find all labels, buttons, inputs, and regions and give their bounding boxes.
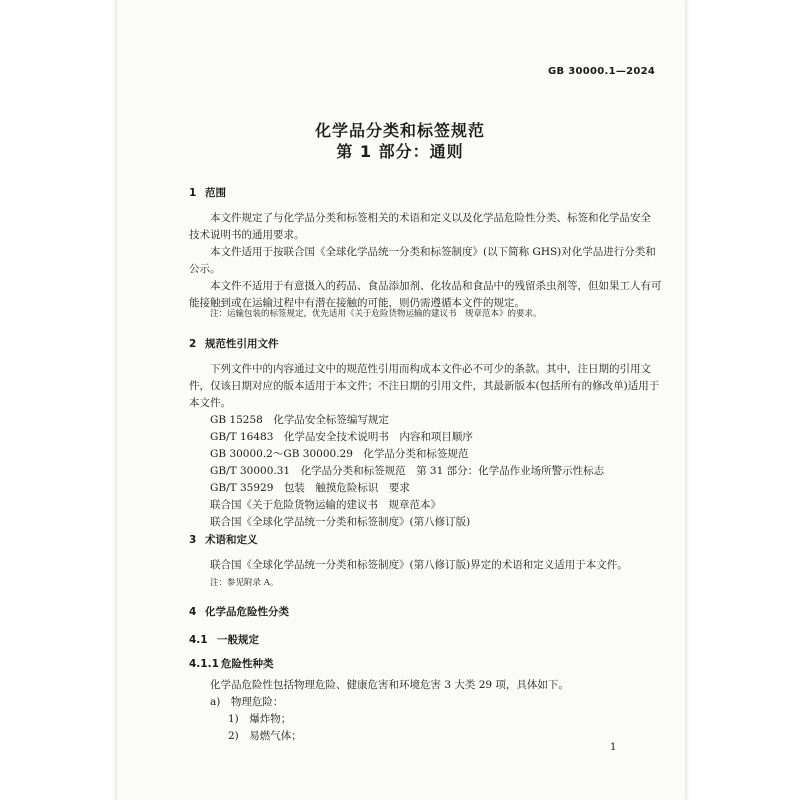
list-item: a) 物理危险： bbox=[210, 696, 284, 708]
section-number: 1 bbox=[189, 187, 197, 199]
list-item: 2) 易燃气体； bbox=[228, 730, 302, 742]
paragraph: 本文件。 bbox=[189, 397, 231, 409]
reference-item: 联合国《关于危险货物运输的建议书 规章范本》 bbox=[210, 499, 441, 511]
section-3-heading bbox=[189, 532, 258, 547]
document-title: 化学品分类和标签规范 bbox=[314, 121, 485, 140]
reference-item: GB/T 30000.31 化学品分类和标签规范 第 31 部分：化学品作业场所警示性标志 bbox=[210, 465, 605, 477]
reference-item: GB/T 35929 包装 触摸危险标识 要求 bbox=[210, 482, 410, 494]
subsection-title: 危险性种类 bbox=[221, 658, 274, 670]
note: 注：参见附录 A。 bbox=[210, 578, 279, 588]
paragraph: 技术说明书的通用要求。 bbox=[189, 229, 305, 241]
reference-item: GB 30000.2～GB 30000.29 化学品分类和标签规范 bbox=[210, 448, 469, 460]
paragraph: 本文件不适用于有意摄入的药品、食品添加剂、化妆品和食品中的残留杀虫剂等，但如果工人有可 bbox=[210, 280, 662, 292]
subsection-heading bbox=[189, 656, 274, 671]
section-title: 范围 bbox=[205, 187, 226, 199]
section-title: 术语和定义 bbox=[205, 534, 258, 546]
section-2-heading bbox=[189, 336, 279, 351]
paragraph: 化学品危险性包括物理危险、健康危害和环境危害 3 大类 29 项，具体如下。 bbox=[210, 679, 569, 691]
subsection-title: 一般规定 bbox=[217, 634, 259, 646]
paragraph: 本文件适用于按联合国《全球化学品统一分类和标签制度》(以下简称 GHS)对化学品进行分类和 bbox=[210, 246, 656, 258]
section-number: 4 bbox=[189, 606, 197, 618]
section-1-heading bbox=[189, 185, 226, 200]
list-item: 1) 爆炸物； bbox=[228, 713, 292, 725]
standard-number: GB 30000.1—2024 bbox=[548, 66, 656, 77]
section-4-heading bbox=[189, 604, 289, 619]
reference-item: 联合国《全球化学品统一分类和标签制度》(第八修订版) bbox=[210, 516, 471, 528]
reference-item: GB 15258 化学品安全标签编写规定 bbox=[210, 414, 389, 426]
section-title: 化学品危险性分类 bbox=[205, 606, 289, 618]
reference-item: GB/T 16483 化学品安全技术说明书 内容和项目顺序 bbox=[210, 431, 473, 443]
section-title: 规范性引用文件 bbox=[205, 338, 279, 350]
paragraph: 公示。 bbox=[189, 263, 221, 275]
paragraph: 下列文件中的内容通过文中的规范性引用而构成本文件必不可少的条款。其中，注日期的引用文 bbox=[210, 363, 651, 375]
subsection-heading bbox=[189, 632, 259, 647]
document-subtitle: 第 1 部分：通则 bbox=[336, 142, 464, 161]
page-number: 1 bbox=[610, 742, 617, 753]
section-number: 3 bbox=[189, 534, 197, 546]
paragraph: 联合国《全球化学品统一分类和标签制度》(第八修订版)界定的术语和定义适用于本文件。 bbox=[210, 559, 628, 571]
paragraph: 件，仅该日期对应的版本适用于本文件；不注日期的引用文件，其最新版本(包括所有的修改单)适用于 bbox=[189, 380, 660, 392]
paragraph: 本文件规定了与化学品分类和标签相关的术语和定义以及化学品危险性分类、标签和化学品安全 bbox=[210, 212, 651, 224]
note: 注：运输包装的标签规定，优先适用《关于危险货物运输的建议书 规章范本》的要求。 bbox=[210, 309, 542, 319]
subsection-number: 4.1 bbox=[189, 634, 208, 646]
section-number: 2 bbox=[189, 338, 197, 350]
paragraph: 能接触到或在运输过程中有潜在接触的可能，则仍需遵循本文件的规定。 bbox=[189, 297, 525, 309]
subsection-number: 4.1.1 bbox=[189, 658, 219, 670]
